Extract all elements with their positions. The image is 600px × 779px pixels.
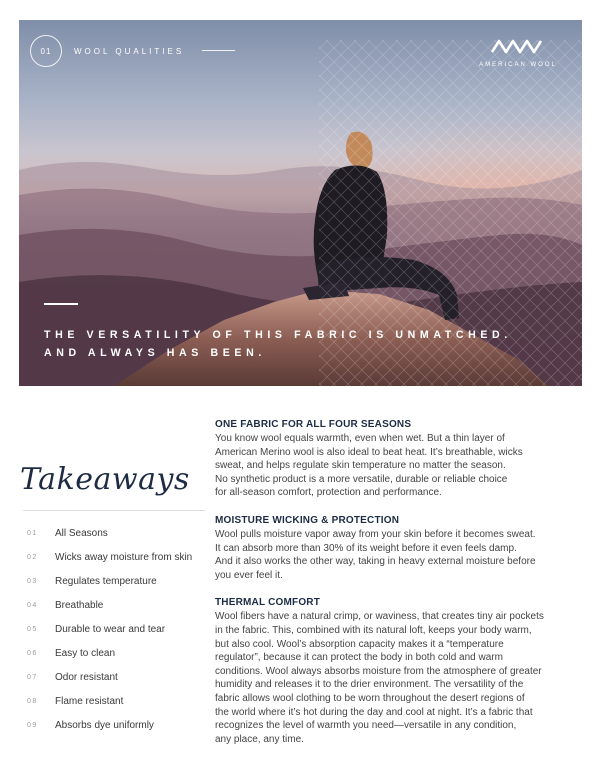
takeaways-list (27, 521, 212, 737)
list-item-number: 01 (27, 529, 38, 537)
paragraph-line: regulator”, because it can protect the body in both cold and warm (215, 652, 503, 664)
quote-line: THE VERSATILITY OF THIS FABRIC IS UNMATCHED. (44, 329, 512, 341)
list-item-label: Flame resistant (55, 695, 124, 707)
list-item-number: 08 (27, 697, 38, 705)
paragraph-line: Wool fibers have a natural crimp, or waviness, that creates tiny air pockets (215, 611, 544, 623)
paragraph-line: conditions. Wool always absorbs moisture from the atmosphere of greater (215, 665, 542, 677)
paragraph-line: And it also works the other way, taking in heavy external moisture before (215, 556, 536, 568)
hero-photo (19, 20, 582, 386)
list-item-number: 04 (27, 601, 38, 609)
list-item (27, 641, 212, 665)
paragraph-line: recognizes the level of warmth you need—versatile in any condition, (215, 720, 517, 732)
quote-rule (44, 303, 78, 305)
section-paragraph (215, 432, 575, 500)
section-heading: MOISTURE WICKING & PROTECTION (215, 514, 400, 526)
list-item (27, 593, 212, 617)
list-item-number: 06 (27, 649, 38, 657)
paragraph-line: sweat, and helps regulate skin temperature no matter the season. (215, 460, 506, 472)
list-item-label: Wicks away moisture from skin (55, 551, 193, 563)
paragraph-line: but also cool. Wool’s absorption capacity makes it a “temperature (215, 638, 504, 650)
list-item-number: 07 (27, 673, 38, 681)
paragraph-line: American Merino wool is also ideal to beat heat. It’s breathable, wicks (215, 446, 523, 458)
list-item-label: Odor resistant (55, 671, 118, 683)
chapter-rule (202, 50, 235, 51)
list-item-label: Breathable (55, 599, 104, 611)
list-item (27, 569, 212, 593)
section-paragraph (215, 528, 575, 582)
section-heading: THERMAL COMFORT (215, 597, 321, 609)
takeaways-rule (23, 510, 205, 511)
section-heading: ONE FABRIC FOR ALL FOUR SEASONS (215, 419, 412, 430)
chapter-marker (30, 35, 184, 67)
list-item (27, 713, 212, 737)
list-item-label: All Seasons (55, 527, 108, 539)
paragraph-line: fabric allows wool clothing to be worn throughout the desert regions of (215, 692, 525, 704)
paragraph-line: in the fabric. This, combined with its natural loft, keeps your body warm, (215, 624, 532, 636)
paragraph-line: any place, any time. (215, 733, 304, 745)
chapter-title: WOOL QUALITIES (74, 46, 185, 56)
american-wool-logo-icon (490, 38, 546, 54)
list-item (27, 665, 212, 689)
paragraph-line: you ever feel it. (215, 569, 283, 581)
list-item-number: 09 (27, 721, 38, 729)
list-item-label: Easy to clean (55, 647, 116, 659)
paragraph-line: It can absorb more than 30% of its weight before it even feels damp. (215, 542, 517, 554)
paragraph-line: You know wool equals warmth, even when wet. But a thin layer of (215, 433, 505, 444)
list-item-label: Regulates temperature (55, 575, 157, 587)
list-item-label: Absorbs dye uniformly (55, 719, 154, 731)
list-item (27, 545, 212, 569)
list-item (27, 521, 212, 545)
paragraph-line: humidity and releases it to the drier environment. The versatility of the (215, 679, 524, 691)
list-item (27, 689, 212, 713)
section-paragraph (215, 610, 575, 746)
list-item-number: 05 (27, 625, 38, 633)
brand-wordmark: AMERICAN WOOL (479, 62, 557, 68)
quote-line: AND ALWAYS HAS BEEN. (44, 347, 266, 359)
paragraph-line: for all-season comfort, protection and performance. (215, 487, 442, 499)
takeaways-title: Takeaways (20, 462, 190, 497)
list-item-number: 03 (27, 577, 38, 585)
brand-logo (473, 38, 563, 68)
paragraph-line: the world where it’s hot during the day and cool at night. It’s a fabric that (215, 706, 533, 718)
article-body (215, 418, 575, 746)
hero-quote (44, 326, 564, 362)
paragraph-line: Wool pulls moisture vapor away from your skin before it becomes sweat. (215, 528, 536, 540)
list-item-label: Durable to wear and tear (55, 623, 166, 635)
paragraph-line: No synthetic product is a more versatile, durable or reliable choice (215, 473, 508, 485)
list-item (27, 617, 212, 641)
list-item-number: 02 (27, 553, 38, 561)
chapter-number: 01 (30, 35, 62, 67)
